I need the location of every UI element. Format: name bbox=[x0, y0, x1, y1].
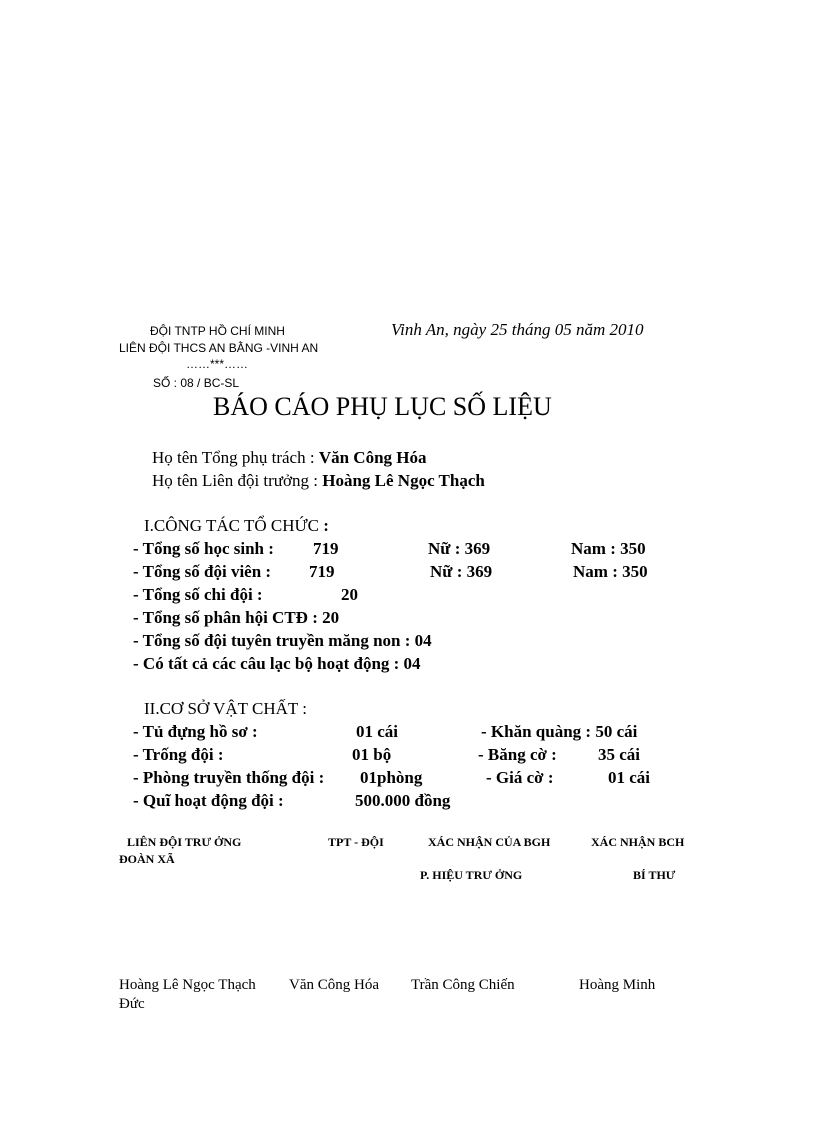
tuyen-truyen-line: - Tổng số đội tuyên truyền măng non : 04 bbox=[133, 631, 432, 650]
tpt-name: Văn Công Hóa bbox=[318, 448, 427, 467]
banner-value: 35 cái bbox=[598, 745, 641, 764]
cabinet-label: - Tủ đựng hồ sơ : bbox=[133, 722, 258, 741]
ldt-line bbox=[152, 471, 485, 491]
students-female: Nữ : 369 bbox=[428, 539, 491, 558]
signature-col1-title: LIÊN ĐỘI TRƯ ỞNG bbox=[127, 835, 242, 849]
scarf-line: - Khăn quàng : 50 cái bbox=[481, 722, 638, 741]
chi-doi-value: 20 bbox=[341, 585, 358, 604]
signer-name-4: Hoàng Minh bbox=[579, 977, 656, 993]
page-title: BÁO CÁO PHỤ LỤC SỐ LIỆU bbox=[213, 392, 552, 421]
ldt-label: Họ tên Liên đội trưởng : bbox=[152, 471, 323, 490]
stars-divider: ……***…… bbox=[186, 357, 249, 371]
tpt-label: Họ tên Tổng phụ trách : bbox=[152, 448, 319, 467]
signature-col4-title: XÁC NHẬN BCH bbox=[591, 835, 685, 849]
tpt-line bbox=[152, 448, 427, 468]
fund-label: - Quĩ hoạt động đội : bbox=[133, 791, 284, 810]
members-total: 719 bbox=[309, 562, 335, 581]
students-label: - Tổng số học sinh : bbox=[133, 539, 274, 558]
section1-heading bbox=[144, 516, 329, 536]
signature-col2-title: TPT - ĐỘI bbox=[328, 835, 384, 849]
org-name-line2: LIÊN ĐỘI THCS AN BẰNG -VINH AN bbox=[119, 341, 319, 355]
signer-name-1: Hoàng Lê Ngọc Thạch bbox=[119, 977, 256, 993]
tradition-room-label: - Phòng truyền thống đội : bbox=[133, 768, 325, 787]
signature-col1-title-cont: ĐOÀN XÃ bbox=[119, 852, 175, 866]
signer-name-2: Văn Công Hóa bbox=[289, 977, 379, 993]
tradition-room-value: 01phòng bbox=[360, 768, 423, 787]
section1-heading-text: I.CÔNG TÁC TỔ CHỨC bbox=[144, 516, 324, 535]
place-date: Vinh An, ngày 25 tháng 05 năm 2010 bbox=[391, 320, 644, 339]
banner-label: - Băng cờ : bbox=[478, 745, 557, 764]
flag-stand-label: - Giá cờ : bbox=[486, 768, 554, 787]
fund-value: 500.000 đồng bbox=[355, 791, 451, 810]
drum-label: - Trống đội : bbox=[133, 745, 224, 764]
section1-heading-colon: : bbox=[323, 516, 329, 535]
chi-doi-label: - Tổng số chi đội : bbox=[133, 585, 263, 604]
ldt-name: Hoàng Lê Ngọc Thạch bbox=[322, 471, 485, 490]
students-total: 719 bbox=[313, 539, 339, 558]
signature-col3-subtitle: P. HIỆU TRƯ ỞNG bbox=[420, 868, 523, 882]
drum-value: 01 bộ bbox=[352, 745, 392, 764]
signature-col4-subtitle: BÍ THƯ bbox=[633, 868, 676, 882]
members-label: - Tổng số đội viên : bbox=[133, 562, 272, 581]
students-male: Nam : 350 bbox=[571, 539, 646, 558]
org-name-line1: ĐỘI TNTP HỒ CHÍ MINH bbox=[150, 324, 285, 338]
signer-name-3: Trần Công Chiến bbox=[411, 977, 515, 993]
flag-stand-value: 01 cái bbox=[608, 768, 651, 787]
members-male: Nam : 350 bbox=[573, 562, 648, 581]
cau-lac-bo-line: - Có tất cả các câu lạc bộ hoạt động : 04 bbox=[133, 654, 421, 673]
phan-hoi-line: - Tổng số phân hội CTĐ : 20 bbox=[133, 608, 340, 627]
document-number: SỐ : 08 / BC-SL bbox=[153, 376, 240, 390]
signature-col3-title: XÁC NHẬN CỦA BGH bbox=[428, 835, 551, 849]
cabinet-value: 01 cái bbox=[356, 722, 399, 741]
section2-heading: II.CƠ SỞ VẬT CHẤT : bbox=[144, 699, 307, 718]
members-female: Nữ : 369 bbox=[430, 562, 493, 581]
signer-name-4-cont: Đức bbox=[119, 996, 145, 1012]
